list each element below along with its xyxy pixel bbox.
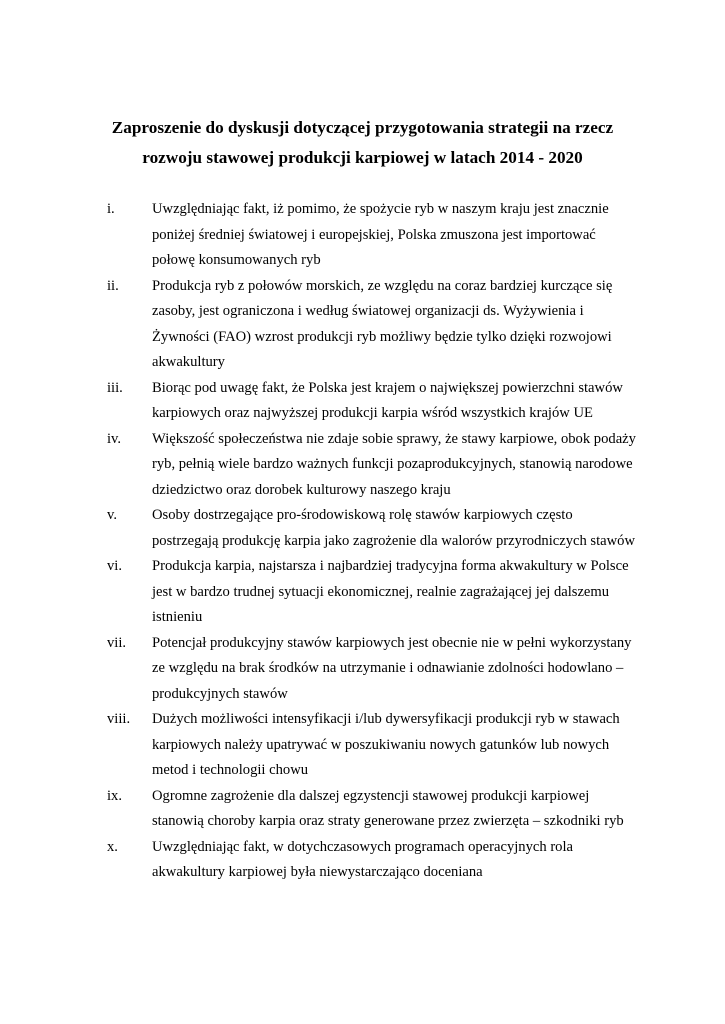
list-item-text-line: zasoby, jest ograniczona i według światowej organizacji ds. Wyżywienia i: [152, 303, 584, 319]
list-item-number: i.: [107, 201, 115, 217]
list-item-text-line: Produkcja ryb z połowów morskich, ze względu na coraz bardziej kurczące się: [152, 277, 613, 294]
list-item-text-line: Uwzględniając fakt, iż pomimo, że spożycie ryb w naszym kraju jest znacznie: [152, 201, 609, 217]
list-item-number: iv.: [107, 430, 122, 447]
list-item-text-line: metod i technologii chowu: [152, 762, 309, 778]
list-item-number: x.: [107, 838, 118, 855]
list-item-text-line: poniżej średniej światowej i europejskiej, Polska zmuszona jest importować: [152, 226, 596, 243]
list-item-text-line: jest w bardzo trudnej sytuacji ekonomicznej, realnie zagrażającej jej dalszemu: [152, 583, 610, 600]
list-item: [107, 427, 667, 504]
list-item-number: vii.: [107, 634, 127, 651]
list-item: [107, 503, 667, 554]
list-item-number: ix.: [107, 787, 122, 804]
list-item-text-line: Osoby dostrzegające pro-środowiskową rolę stawów karpiowych często: [152, 507, 573, 523]
list-item-text-line: akwakultury karpiowej była niewystarczająco doceniana: [152, 864, 483, 880]
list-item-text-line: połowę konsumowanych ryb: [152, 252, 321, 268]
list-item-text-line: Potencjał produkcyjny stawów karpiowych jest obecnie nie w pełni wykorzystany: [152, 634, 632, 651]
page-title: [60, 113, 665, 173]
list-item-text-line: ze względu na brak środków na utrzymanie i odnawianie zdolności hodowlano –: [152, 660, 624, 676]
list-item-text-line: ryb, pełnią wiele bardzo ważnych funkcji pozaprodukcyjnych, stanowią narodowe: [152, 456, 633, 472]
list-item: [107, 835, 667, 886]
list-item-text-line: Dużych możliwości intensyfikacji i/lub dywersyfikacji produkcji ryb w stawach: [152, 711, 620, 727]
list-item: [107, 376, 667, 427]
list-item-number: v.: [107, 507, 117, 523]
list-item-text-line: akwakultury: [152, 354, 225, 370]
list-item-text-line: produkcyjnych stawów: [152, 685, 288, 702]
list-item-number: vi.: [107, 558, 122, 574]
list-item-text-line: postrzegają produkcję karpia jako zagrożenie dla walorów przyrodniczych stawów: [152, 532, 636, 549]
list-item: [107, 631, 667, 708]
title-line-1: Zaproszenie do dyskusji dotyczącej przygotowania strategii na rzecz: [111, 118, 614, 137]
list-item-text-line: Uwzględniając fakt, w dotychczasowych programach operacyjnych rola: [152, 838, 574, 855]
list-item-number: iii.: [107, 379, 123, 396]
list-item: [107, 554, 667, 631]
list-item-text-line: Biorąc pod uwagę fakt, że Polska jest krajem o największej powierzchni stawów: [152, 379, 623, 396]
list-item: [107, 274, 667, 376]
list-item-text-line: karpiowych należy upatrywać w poszukiwaniu nowych gatunków lub nowych: [152, 736, 610, 753]
title-line-2: rozwoju stawowej produkcji karpiowej w latach 2014 - 2020: [142, 148, 583, 167]
list-item: [107, 707, 667, 784]
list-item-number: ii.: [107, 277, 119, 294]
list-item-text-line: Większość społeczeństwa nie zdaje sobie sprawy, że stawy karpiowe, obok podaży: [152, 430, 636, 447]
list-item-text-line: istnieniu: [152, 609, 203, 625]
list-item-text-line: Produkcja karpia, najstarsza i najbardziej tradycyjna forma akwakultury w Polsce: [152, 558, 629, 574]
list-item: [107, 784, 667, 835]
numbered-list: [107, 197, 667, 886]
list-item-text-line: Żywności (FAO) wzrost produkcji ryb możliwy będzie tylko dzięki rozwojowi: [152, 328, 612, 345]
list-item-text-line: Ogromne zagrożenie dla dalszej egzystencji stawowej produkcji karpiowej: [152, 787, 590, 804]
list-item: [107, 197, 667, 274]
list-item-text-line: dziedzictwo oraz dorobek kulturowy naszego kraju: [152, 481, 451, 498]
list-item-text-line: karpiowych oraz najwyższej produkcji karpia wśród wszystkich krajów UE: [152, 405, 593, 421]
list-item-text-line: stanowią choroby karpia oraz straty generowane przez zwierzęta – szkodniki ryb: [152, 813, 624, 829]
list-item-number: viii.: [107, 711, 131, 727]
